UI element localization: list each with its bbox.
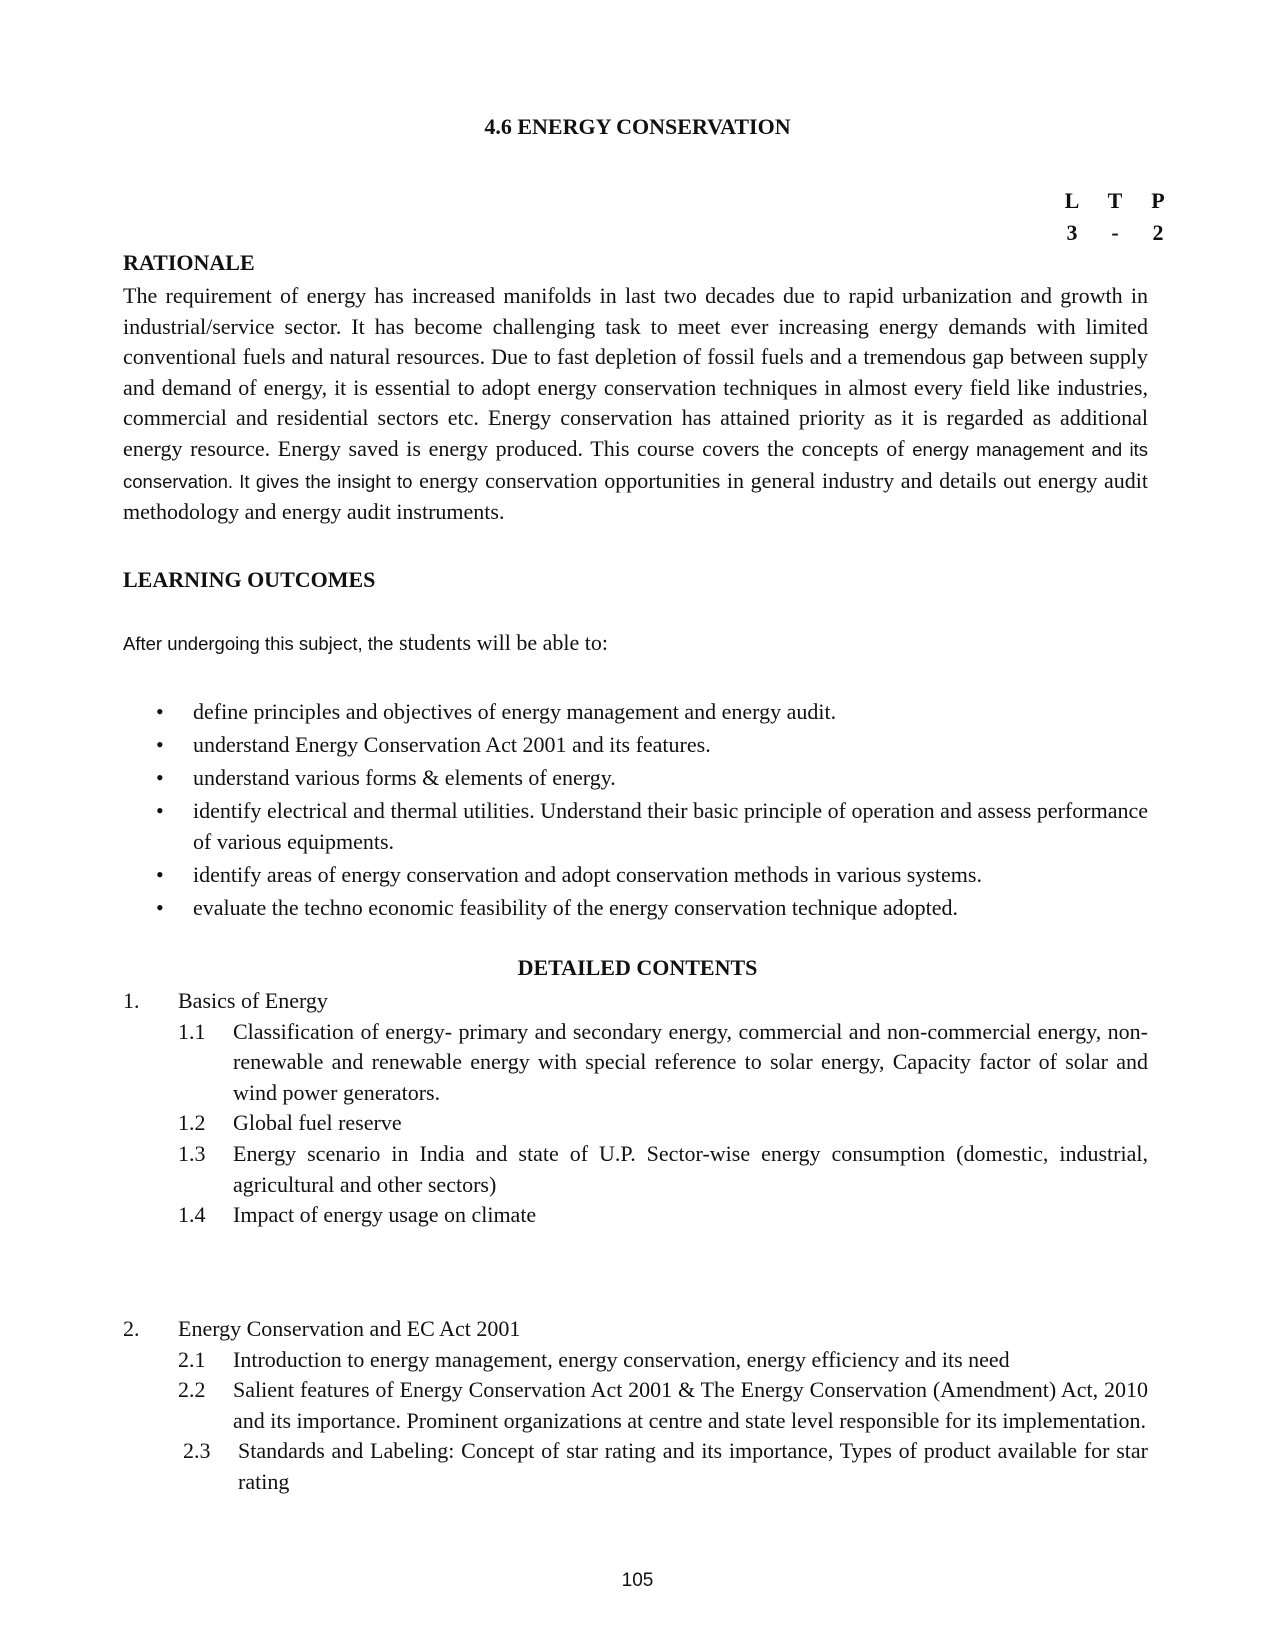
unit-number: 2.	[123, 1316, 140, 1341]
outcome-text: understand Energy Conservation Act 2001 and its features.	[193, 732, 711, 757]
subtopic-number: 2.2	[178, 1377, 206, 1403]
subtopic	[123, 1345, 1148, 1376]
rationale-text-2: energy management and its conservation. It gives the insight to	[123, 438, 1148, 492]
page-number: 105	[621, 1570, 654, 1591]
ltp-value-p: 2	[1152, 220, 1164, 245]
subtopic-text: Classification of energy- primary and secondary energy, commercial and non-commercial energy, non-renewable and renewable energy with special reference to solar energy, Capacity factor of solar and wind power generators.	[233, 1018, 1148, 1105]
unit-title: Energy Conservation and EC Act 2001	[178, 1316, 521, 1341]
bullet-icon: •	[156, 732, 164, 757]
learning-outcomes-list	[123, 696, 1148, 925]
rationale-paragraph	[123, 281, 1148, 528]
subtopic	[123, 1017, 1148, 1109]
intro-text-serif: students will be able to:	[393, 630, 608, 655]
unit-heading	[123, 1314, 1148, 1345]
list-item	[123, 729, 1148, 760]
subtopic-number: 1.2	[178, 1110, 206, 1136]
unit-1	[123, 986, 1148, 1231]
ltp-value-l: 3	[1066, 220, 1078, 245]
learning-outcomes-intro	[123, 630, 608, 656]
rationale-heading: RATIONALE	[123, 250, 255, 275]
ltp-headers	[1060, 188, 1170, 214]
bullet-icon: •	[156, 798, 164, 823]
subtopic-text: Standards and Labeling: Concept of star rating and its importance, Types of product available for star rating	[238, 1438, 1148, 1494]
outcome-text: identify electrical and thermal utilities. Understand their basic principle of operation and assess performance of various equipments.	[193, 798, 1148, 854]
list-item	[123, 762, 1148, 793]
subtopic	[123, 1139, 1148, 1200]
outcome-text: identify areas of energy conservation and adopt conservation methods in various systems.	[193, 862, 982, 887]
unit-2	[123, 1314, 1148, 1498]
subtopic	[123, 1108, 1148, 1139]
subtopic-text: Salient features of Energy Conservation Act 2001 & The Energy Conservation (Amendment) Act, 2010 and its importance. Prominent organizations at centre and state level responsible for its implementation.	[233, 1377, 1148, 1433]
outcome-text: understand various forms & elements of energy.	[193, 765, 616, 790]
ltp-value-t: -	[1111, 220, 1119, 245]
unit-heading	[123, 986, 1148, 1017]
list-item	[123, 892, 1148, 923]
bullet-icon: •	[156, 895, 164, 920]
bullet-icon: •	[156, 699, 164, 724]
subtopic	[123, 1200, 1148, 1231]
page-title: 4.6 ENERGY CONSERVATION	[484, 114, 791, 139]
subtopic-text: Impact of energy usage on climate	[233, 1202, 537, 1228]
subtopic-number: 2.1	[178, 1346, 206, 1372]
list-item	[123, 859, 1148, 890]
subtopic-text: Introduction to energy management, energy conservation, energy efficiency and its need	[233, 1346, 1010, 1372]
intro-text-sans: After undergoing this subject, the	[123, 633, 394, 654]
subtopic-text: Global fuel reserve	[233, 1110, 402, 1136]
ltp-values	[1060, 220, 1170, 246]
subtopic-text: Energy scenario in India and state of U.P. Sector-wise energy consumption (domestic, industrial, agricultural and other sectors)	[233, 1140, 1148, 1197]
rationale-text-1: The requirement of energy has increased manifolds in last two decades due to rapid urbanization and growth in industrial/service sector. It has become challenging task to meet ever increasing energy demands with limited conventional fuels and natural resources. Due to fast depletion of fossil fuels and a tremendous gap between supply and demand of energy, it is essential to adopt energy conservation techniques in almost every field like industries, commercial and residential sectors etc. Energy conservation has attained priority as it is regarded as additional energy resource. Energy saved is energy produced. This course covers the concepts of	[123, 283, 1148, 461]
subtopic	[123, 1375, 1148, 1436]
unit-title: Basics of Energy	[178, 988, 328, 1013]
rationale-text-3: energy conservation opportunities in general industry and details out energy audit methodology and energy audit instruments.	[123, 467, 1148, 525]
ltp-header-l: L	[1064, 188, 1080, 213]
bullet-icon: •	[156, 765, 164, 790]
unit-number: 1.	[123, 988, 140, 1013]
subtopic	[123, 1436, 1148, 1497]
subtopic-number: 1.1	[178, 1018, 206, 1044]
subtopic-number: 2.3	[183, 1438, 211, 1464]
subtopic-number: 1.3	[178, 1140, 206, 1166]
list-item	[123, 795, 1148, 857]
bullet-icon: •	[156, 862, 164, 887]
outcome-text: define principles and objectives of energy management and energy audit.	[193, 699, 837, 724]
learning-outcomes-heading: LEARNING OUTCOMES	[123, 567, 376, 592]
subtopic-number: 1.4	[178, 1202, 206, 1228]
outcome-text: evaluate the techno economic feasibility of the energy conservation technique adopted.	[193, 895, 959, 920]
ltp-header-p: P	[1151, 188, 1165, 213]
ltp-header-t: T	[1107, 188, 1123, 213]
list-item	[123, 696, 1148, 727]
detailed-contents-heading: DETAILED CONTENTS	[517, 955, 758, 980]
